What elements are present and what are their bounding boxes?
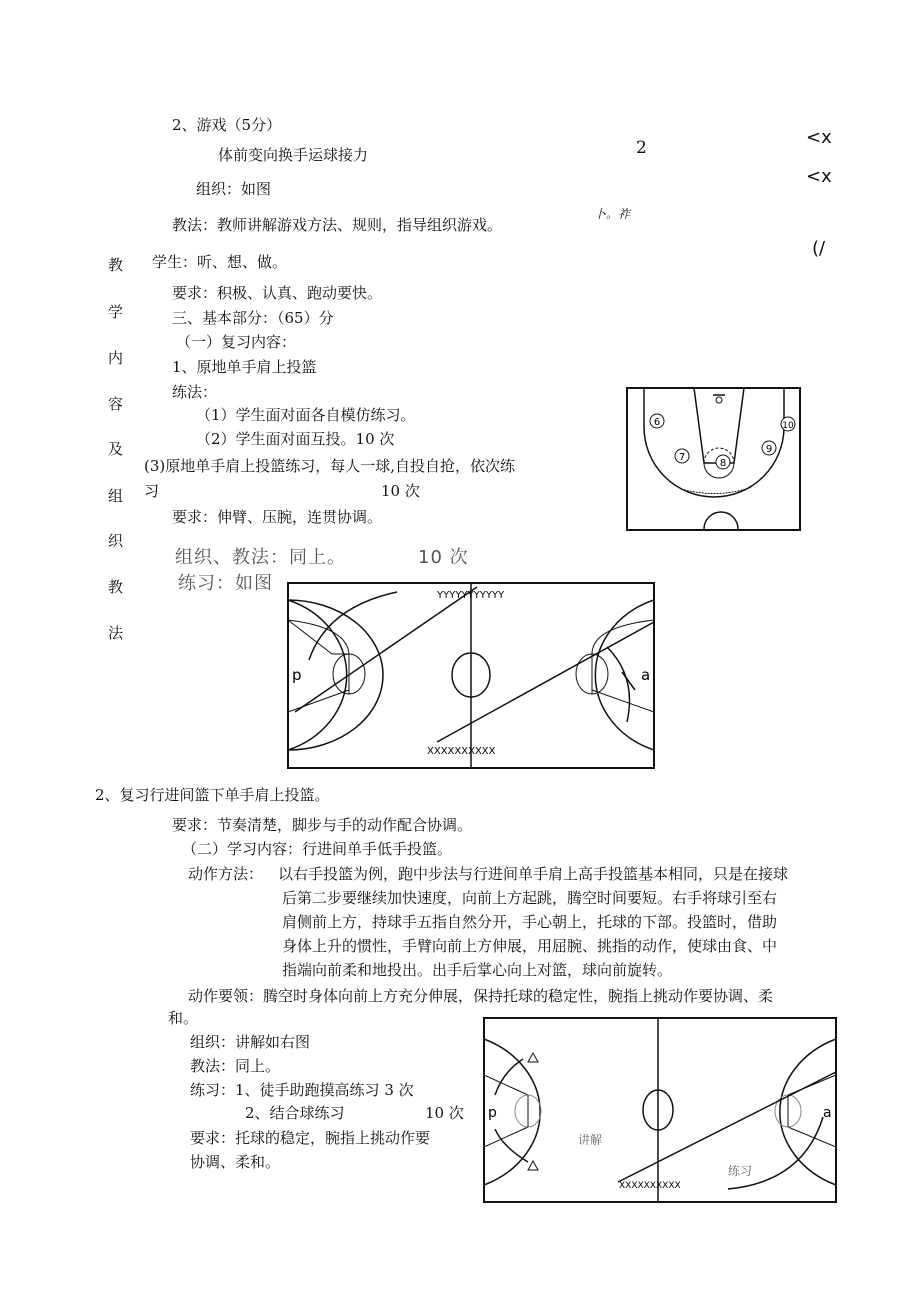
- learn-ex2: 2、结合球练习: [245, 1104, 345, 1122]
- review-req: 要求：节奏清楚，脚步与手的动作配合协调。: [172, 816, 473, 834]
- game-students: 学生：听、想、做。: [152, 253, 288, 271]
- key-points: 动作要领：腾空时身体向前上方充分伸展，保持托球的稳定性，腕指上挑动作要协调、柔: [188, 987, 774, 1005]
- basic-org: 组织、教法：同上。: [175, 547, 346, 568]
- bottom-player-row: XXXXXXXXXX: [427, 746, 496, 757]
- method-line: 肩侧前上方，持球手五指自然分开，手心朝上，托球的下部。投篮时，借助: [282, 913, 778, 931]
- item1: 1、原地单手肩上投篮: [172, 358, 317, 376]
- practice-3-cont: 习: [144, 482, 160, 500]
- learn-ex1: 练习：1、徒手助跑摸高练习 3 次: [190, 1081, 414, 1099]
- basic-heading: 三、基本部分：（65）分: [172, 309, 334, 327]
- side-mark-num: 2: [636, 138, 647, 158]
- left-basket-label: p: [488, 1105, 497, 1121]
- practice-2: （2）学生面对面互投。10 次: [196, 430, 395, 448]
- review-item2: 2、复习行进间篮下单手肩上投篮。: [95, 786, 330, 804]
- player-number: 9: [765, 444, 773, 455]
- basic-req: 要求：伸臂、压腕，连贯协调。: [172, 508, 383, 526]
- bottom-player-row: XXXXXXXXXX: [619, 1181, 681, 1191]
- column-char: 及: [108, 440, 124, 458]
- left-basket-label: p: [292, 666, 302, 684]
- game-method: 教法：教师讲解游戏方法、规则，指导组织游戏。: [172, 216, 503, 234]
- key-points-cont: 和。: [168, 1009, 199, 1027]
- basic-practice2: 练习：如图: [178, 573, 273, 594]
- column-char: 学: [108, 303, 124, 321]
- learn-req-cont: 协调、柔和。: [190, 1153, 281, 1171]
- practice-label: 练习: [728, 1164, 753, 1178]
- player-number: 6: [653, 417, 661, 428]
- column-char: 教: [108, 256, 124, 274]
- player-number: 8: [719, 458, 727, 469]
- method-line: 后第二步要继续加快速度，向前上方起跳，腾空时间要短。右手将球引至右: [282, 889, 778, 907]
- basic-org-count: 10 次: [418, 547, 469, 568]
- player-number: 7: [678, 452, 686, 463]
- method-line: 指端向前柔和地投出。出手后掌心向上对篮，球向前旋转。: [282, 961, 673, 979]
- full-court-diagram: [287, 582, 657, 770]
- learn-heading: （二）学习内容：行进间单手低手投篮。: [182, 840, 453, 858]
- game-heading: 2、游戏（5分）: [172, 116, 282, 134]
- practice-3-count: 10 次: [381, 482, 420, 500]
- game-name: 体前变向换手运球接力: [218, 146, 369, 164]
- column-char: 法: [108, 624, 124, 642]
- full-court-diagram-2: [483, 1017, 838, 1205]
- game-req: 要求：积极、认真、跑动要快。: [172, 284, 383, 302]
- practice-3: (3)原地单手肩上投篮练习，每人一球,自投自抢，依次练: [144, 457, 516, 475]
- side-mark-4: (/: [812, 238, 826, 259]
- learn-req: 要求：托球的稳定，腕指上挑动作要: [190, 1129, 431, 1147]
- column-char: 织: [108, 532, 124, 550]
- method-line: 以右手投篮为例，跑中步法与行进间单手肩上高手投篮基本相同，只是在接球: [278, 865, 789, 883]
- method-label: 动作方法：: [188, 865, 264, 883]
- side-mark-3: 卜。祚: [594, 207, 631, 221]
- game-org: 组织：如图: [196, 180, 272, 198]
- column-char: 教: [108, 578, 124, 596]
- right-basket-label: a: [823, 1105, 832, 1121]
- side-mark-1: <x: [806, 127, 832, 148]
- explain-label: 讲解: [578, 1133, 603, 1147]
- learn-ex2-count: 10 次: [425, 1104, 464, 1122]
- method-line: 身体上升的惯性，手臂向前上方伸展，用屈腕、挑指的动作，使球由食、中: [282, 937, 778, 955]
- column-char: 内: [108, 349, 124, 367]
- column-char: 容: [108, 395, 124, 413]
- side-mark-2: <x: [806, 166, 832, 187]
- learn-teach: 教法：同上。: [190, 1057, 281, 1075]
- player-number: 10: [782, 421, 794, 431]
- review-heading: （一）复习内容：: [176, 333, 297, 351]
- player-markers: [650, 414, 795, 469]
- top-player-row: YYYYYYYYYYY: [437, 590, 505, 601]
- learn-org: 组织：讲解如右图: [190, 1033, 311, 1051]
- column-char: 组: [108, 487, 124, 505]
- practice-label: 练法：: [172, 383, 218, 401]
- half-court-diagram: [626, 387, 802, 532]
- right-basket-label: a: [641, 666, 651, 684]
- practice-1: （1）学生面对面各自模仿练习。: [196, 406, 416, 424]
